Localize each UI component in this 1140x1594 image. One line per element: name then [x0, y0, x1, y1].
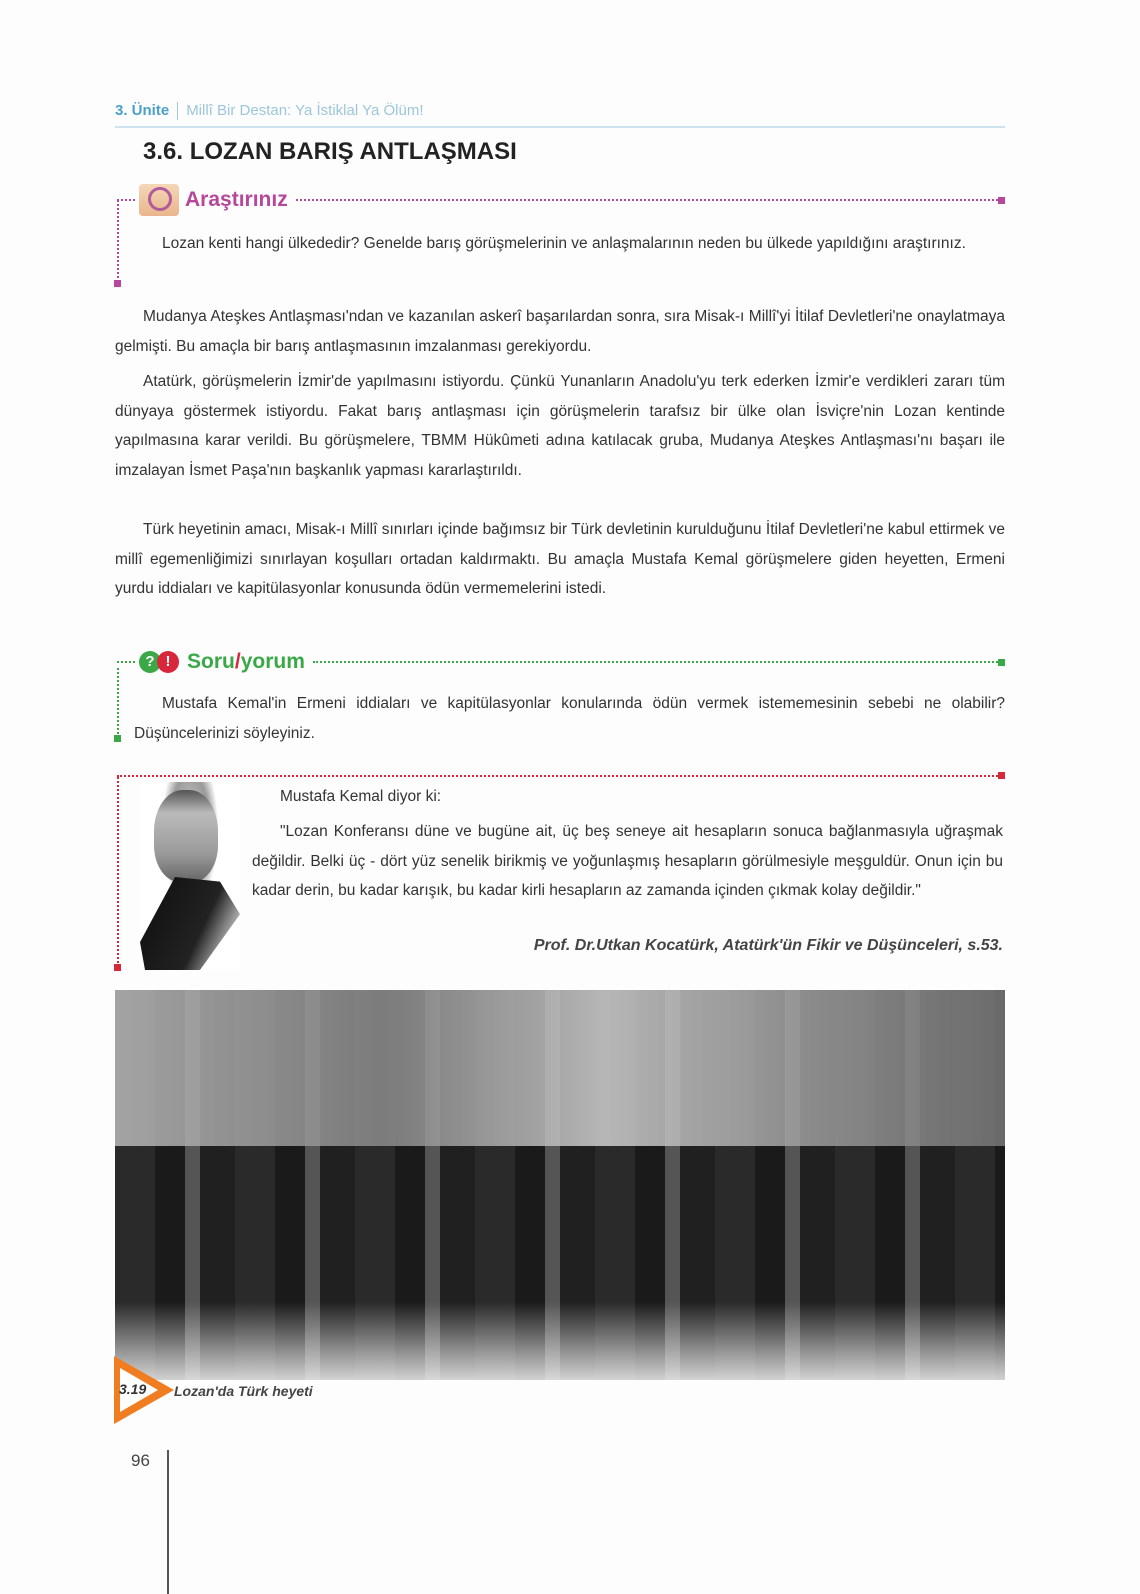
paragraph-2: Atatürk, görüşmelerin İzmir'de yapılmasını istiyordu. Çünkü Yunanların Anadolu'yu terk ederken İzmir'e verdikleri zararı tüm dünyaya göstermek istiyordu. Fakat barış antlaşması için görüşmelerin tarafsız bir ülke olan İsviçre'nin Lozan kentinde yapılmasına karar verildi. Bu görüşmelere, TBMM Hükûmeti adına katılacak gruba, Mudanya Ateşkes Antlaşması'nı başarı ile imzalayan İsmet Paşa'nın başkanlık yapması kararlaştırıldı. [115, 373, 1005, 479]
page-margin-line [167, 1450, 169, 1594]
quote-box-top-border [117, 775, 1001, 777]
header-divider [177, 102, 178, 120]
page-number: 96 [131, 1451, 150, 1470]
figure-number: 3.19 [119, 1381, 147, 1397]
question-box-header [117, 650, 1005, 674]
photo-background [115, 990, 1005, 1146]
historical-photo-turkish-delegation [115, 990, 1005, 1380]
question-label [187, 650, 305, 674]
question-label-a: Soru [187, 650, 235, 673]
research-box-border [117, 200, 119, 282]
quote-box-border [117, 777, 119, 967]
paragraph-3: Türk heyetinin amacı, Misak-ı Millî sınırları içinde bağımsız bir Türk devletinin kurulduğunu İtilaf Devletleri'ne kabul ettirmek ve millî egemenliğimizi sınırlayan koşulları ortadan kaldırmaktı. Bu amaçla Mustafa Kemal görüşmelere giden heyetten, Ermeni yurdu iddiaları ve kapitülasyonlar konusunda ödün vermemelerini istedi. [115, 521, 1005, 597]
box-corner-marker [998, 659, 1005, 666]
quote-text: "Lozan Konferansı düne ve bugüne ait, üç beş seneye ait hesapların sonuca bağlanmasıyla uğraşmak değildir. Belki üç - dört yüz senelik birikmiş ve yoğunlaşmış hesapların görülmesiyle meşguldür. Onun için bu kadar derin, bu kadar karışık, bu kadar kirli hesapların az zamanda içinden çıkmak kolay değildir." [252, 823, 1003, 899]
unit-title: Millî Bir Destan: Ya İstiklal Ya Ölüm! [186, 102, 424, 119]
question-box-border [117, 668, 119, 738]
quote-intro: Mustafa Kemal diyor ki: [280, 788, 442, 805]
question-bubble-icon: ? [139, 651, 161, 673]
box-corner-marker [114, 964, 121, 971]
dotted-line [117, 661, 135, 663]
box-corner-marker [114, 735, 121, 742]
portrait-face [154, 790, 218, 882]
running-header [115, 102, 1005, 128]
dotted-line [313, 661, 998, 663]
paragraph-1: Mudanya Ateşkes Antlaşması'ndan ve kazanılan askerî başarılardan sonra, sıra Misak-ı Millî'yi İtilaf Devletleri'ne onaylatmaya gelmişti. Bu amaçla bir barış antlaşmasının imzalanması gerekiyordu. [115, 308, 1005, 355]
magnifier-icon [139, 184, 179, 216]
research-text: Lozan kenti hangi ülkededir? Genelde barış görüşmelerinin ve anlaşmalarının neden bu ülkede yapıldığını araştırınız. [162, 235, 966, 252]
box-corner-marker [114, 280, 121, 287]
question-text: Mustafa Kemal'in Ermeni iddiaları ve kapitülasyonlar konularında ödün vermek istememesinin sebebi ne olabilir? Düşüncelerinizi söyleyiniz. [134, 695, 1005, 742]
ataturk-portrait [140, 782, 240, 970]
exclamation-bubble-icon: ! [157, 651, 179, 673]
section-title: 3.6. LOZAN BARIŞ ANTLAŞMASI [143, 138, 517, 165]
question-label-slash: / [234, 650, 241, 673]
unit-label: 3. Ünite [115, 102, 170, 119]
quote-source: Prof. Dr.Utkan Kocatürk, Atatürk'ün Fikir ve Düşünceleri, s.53. [533, 937, 1003, 954]
dotted-line [296, 199, 998, 201]
box-corner-marker [998, 772, 1005, 779]
portrait-suit [140, 877, 240, 970]
research-label: Araştırınız [185, 188, 288, 211]
figure-caption: Lozan'da Türk heyeti [174, 1383, 313, 1399]
question-label-b: yorum [240, 650, 305, 673]
research-box-header [117, 184, 1005, 216]
dotted-line [117, 199, 135, 201]
box-corner-marker [998, 197, 1005, 204]
